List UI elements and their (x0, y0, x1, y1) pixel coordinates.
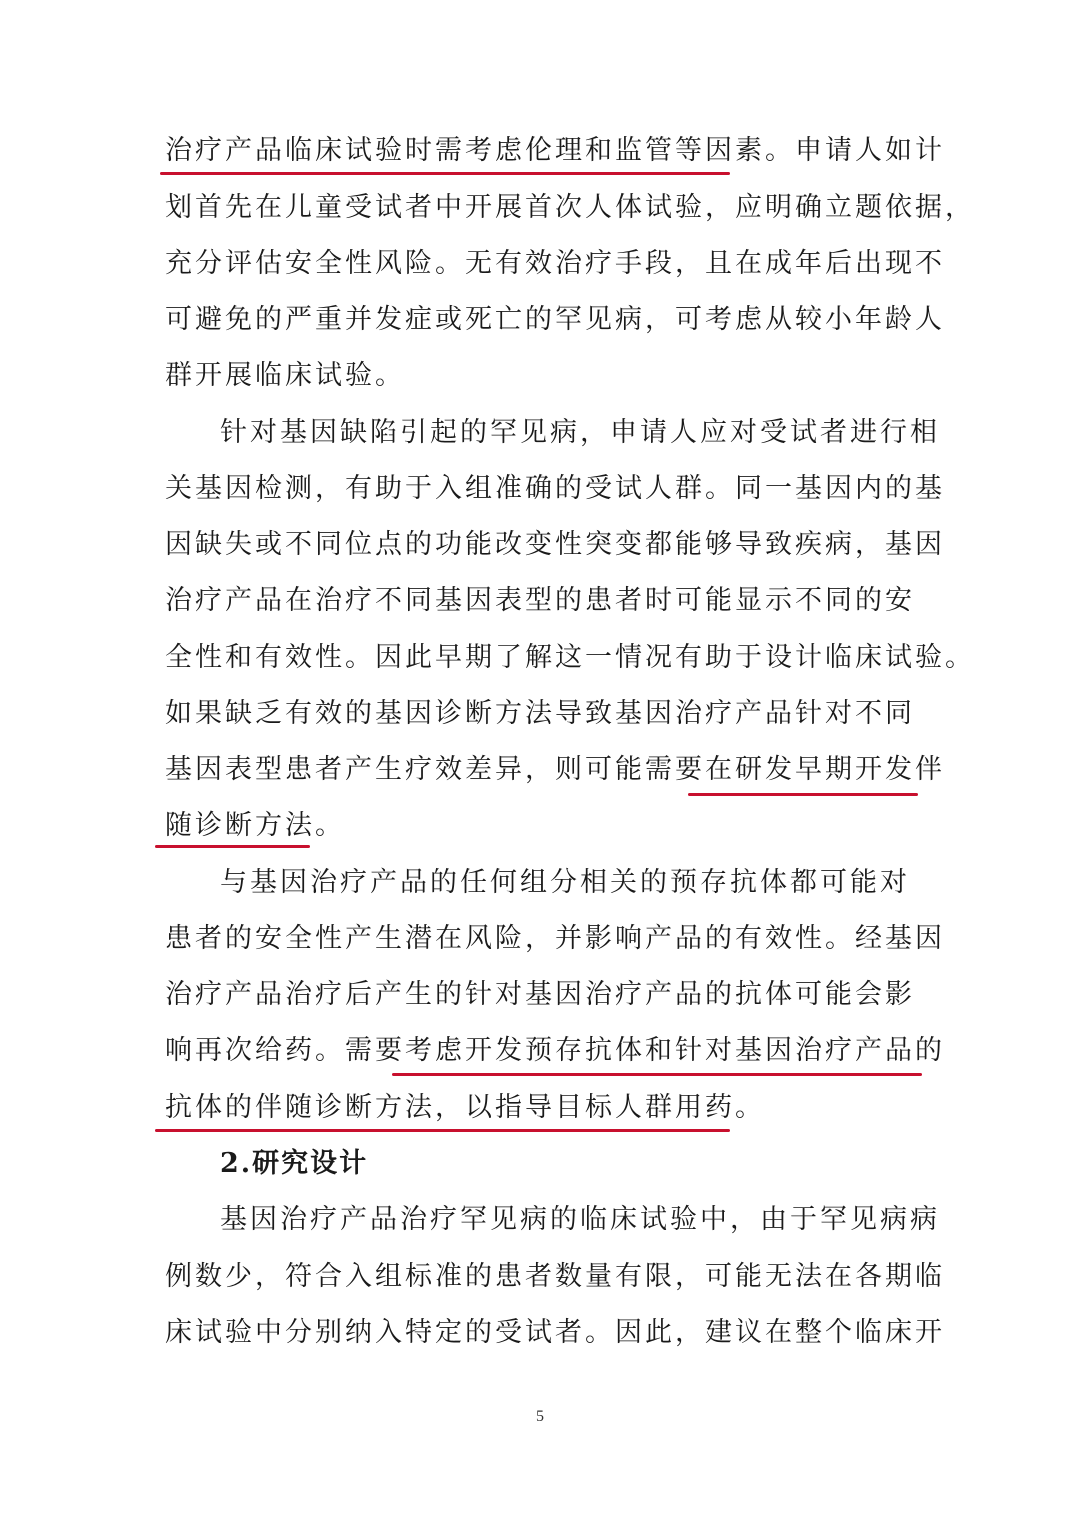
text-line-13: 随诊断方法。 (165, 810, 345, 841)
text-line-1: 治疗产品临床试验时需考虑伦理和监管等因素。申请人如计 (165, 135, 945, 166)
text-line-21: 床试验中分别纳入特定的受试者。因此，建议在整个临床开 (165, 1317, 945, 1348)
text-line-15: 患者的安全性产生潜在风险，并影响产品的有效性。经基因 (165, 923, 945, 954)
text-line-12: 基因表型患者产生疗效差异，则可能需要在研发早期开发伴 (165, 754, 945, 785)
text-line-9: 治疗产品在治疗不同基因表型的患者时可能显示不同的安 (165, 585, 915, 616)
text-line-11: 如果缺乏有效的基因诊断方法导致基因治疗产品针对不同 (165, 698, 915, 729)
red-underline-5 (155, 1129, 730, 1132)
text-line-4: 可避免的严重并发症或死亡的罕见病，可考虑从较小年龄人 (165, 304, 945, 335)
text-line-6: 针对基因缺陷引起的罕见病，申请人应对受试者进行相 (220, 417, 940, 448)
text-line-7: 关基因检测，有助于入组准确的受试人群。同一基因内的基 (165, 473, 945, 504)
text-line-17: 响再次给药。需要考虑开发预存抗体和针对基因治疗产品的 (165, 1035, 945, 1066)
section-heading: 2.研究设计 (220, 1148, 369, 1179)
page-number: 5 (536, 1408, 544, 1425)
text-line-14: 与基因治疗产品的任何组分相关的预存抗体都可能对 (220, 867, 910, 898)
red-underline-4 (392, 1073, 922, 1076)
red-underline-2 (688, 793, 918, 796)
red-underline-1 (160, 172, 730, 175)
text-line-20: 例数少，符合入组标准的患者数量有限，可能无法在各期临 (165, 1261, 945, 1292)
text-line-2: 划首先在儿童受试者中开展首次人体试验，应明确立题依据， (165, 192, 975, 223)
text-line-3: 充分评估安全性风险。无有效治疗手段，且在成年后出现不 (165, 248, 945, 279)
text-line-8: 因缺失或不同位点的功能改变性突变都能够导致疾病，基因 (165, 529, 945, 560)
text-line-18: 抗体的伴随诊断方法，以指导目标人群用药。 (165, 1092, 765, 1123)
text-line-5: 群开展临床试验。 (165, 360, 405, 391)
text-line-19: 基因治疗产品治疗罕见病的临床试验中，由于罕见病病 (220, 1204, 940, 1235)
text-line-10: 全性和有效性。因此早期了解这一情况有助于设计临床试验。 (165, 642, 975, 673)
text-line-16: 治疗产品治疗后产生的针对基因治疗产品的抗体可能会影 (165, 979, 915, 1010)
red-underline-3 (155, 845, 310, 848)
